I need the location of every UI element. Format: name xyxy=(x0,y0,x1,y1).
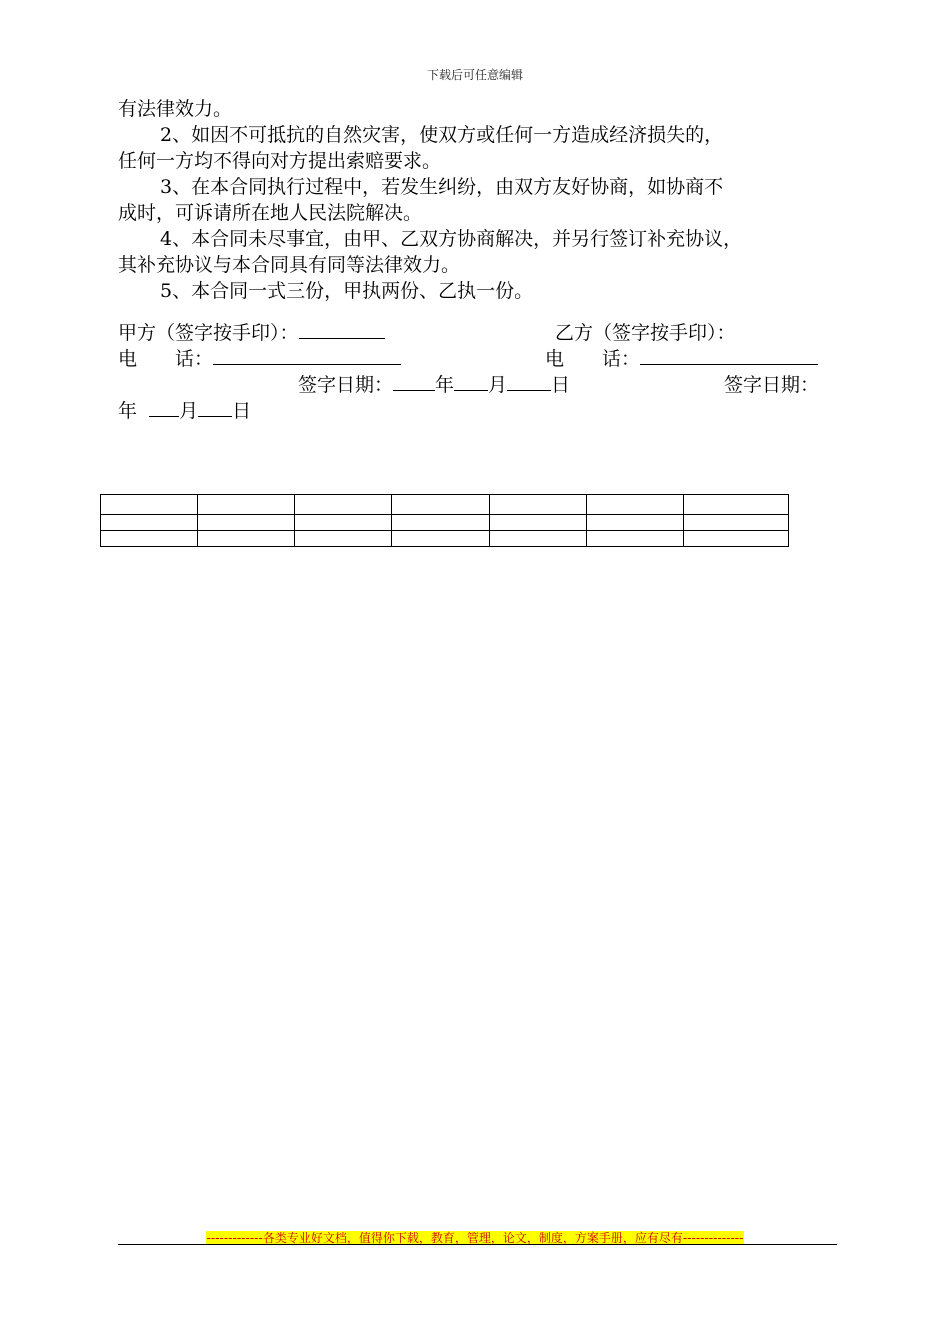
table-cell xyxy=(295,531,392,547)
table-cell xyxy=(683,531,788,547)
day-b-blank[interactable] xyxy=(198,398,232,417)
phone-b-label: 电 话： xyxy=(545,348,641,370)
page-header: 下载后可任意编辑 xyxy=(426,68,523,82)
party-a-label: 甲方（签字按手印）： xyxy=(118,322,299,344)
day-b-label: 日 xyxy=(232,400,252,422)
party-a-signature xyxy=(118,320,385,346)
table-cell xyxy=(489,515,586,531)
table-cell xyxy=(586,515,683,531)
table-cell xyxy=(101,515,198,531)
party-b-phone xyxy=(545,346,818,372)
table-cell xyxy=(392,495,489,515)
table-cell xyxy=(392,515,489,531)
party-a-sign-blank[interactable] xyxy=(299,320,385,339)
table-cell xyxy=(683,495,788,515)
party-b-date xyxy=(724,372,819,398)
table-row xyxy=(101,495,789,515)
table-cell xyxy=(489,495,586,515)
table-cell xyxy=(198,531,295,547)
table-cell xyxy=(198,515,295,531)
table-cell xyxy=(489,531,586,547)
clause-line: 任何一方均不得向对方提出索赔要求。 xyxy=(118,150,442,172)
day-a-blank[interactable] xyxy=(507,372,551,391)
phone-a-blank[interactable] xyxy=(213,346,401,365)
clause-line: 5、本合同一式三份，甲执两份、乙执一份。 xyxy=(160,280,534,302)
table-cell xyxy=(683,515,788,531)
table-cell xyxy=(101,531,198,547)
phone-b-blank[interactable] xyxy=(640,346,818,365)
day-a-label: 日 xyxy=(551,374,571,396)
month-b-label: 月 xyxy=(179,400,199,422)
clause-line: 其补充协议与本合同具有同等法律效力。 xyxy=(118,254,461,276)
clause-line: 2、如因不可抵抗的自然灾害，使双方或任何一方造成经济损失的， xyxy=(160,124,724,146)
clause-line: 3、在本合同执行过程中，若发生纠纷，由双方友好协商，如协商不 xyxy=(160,176,724,198)
year-a-blank[interactable] xyxy=(393,372,435,391)
table-cell xyxy=(295,495,392,515)
date-b-label: 签字日期： xyxy=(724,374,820,396)
phone-a-label: 电 话： xyxy=(118,348,214,370)
contract-clauses xyxy=(118,96,838,304)
footer-divider xyxy=(118,1244,837,1245)
table-cell xyxy=(586,495,683,515)
party-b-label: 乙方（签字按手印）： xyxy=(555,322,736,344)
clause-line: 4、本合同未尽事宜，由甲、乙双方协商解决，并另行签订补充协议， xyxy=(160,228,743,250)
month-a-blank[interactable] xyxy=(454,372,488,391)
table-row xyxy=(101,531,789,547)
table-cell xyxy=(101,495,198,515)
party-a-date xyxy=(298,372,570,398)
table-cell xyxy=(586,531,683,547)
year-a-label: 年 xyxy=(435,374,455,396)
date-a-label: 签字日期： xyxy=(298,374,394,396)
footer-banner: -------------各类专业好文档，值得你下载，教育，管理，论文，制度，方案手册，应有尽有-------------- xyxy=(206,1231,744,1245)
table-cell xyxy=(295,515,392,531)
party-a-phone xyxy=(118,346,401,372)
table-cell xyxy=(198,495,295,515)
empty-table xyxy=(100,494,789,547)
table-row xyxy=(101,515,789,531)
clause-line: 成时，可诉请所在地人民法院解决。 xyxy=(118,202,423,224)
month-b-blank[interactable] xyxy=(149,398,179,417)
party-b-date-cont xyxy=(118,398,251,424)
clause-line: 有法律效力。 xyxy=(118,98,233,120)
year-b-label: 年 xyxy=(118,400,138,422)
party-b-signature xyxy=(555,320,736,346)
month-a-label: 月 xyxy=(488,374,508,396)
table-cell xyxy=(392,531,489,547)
